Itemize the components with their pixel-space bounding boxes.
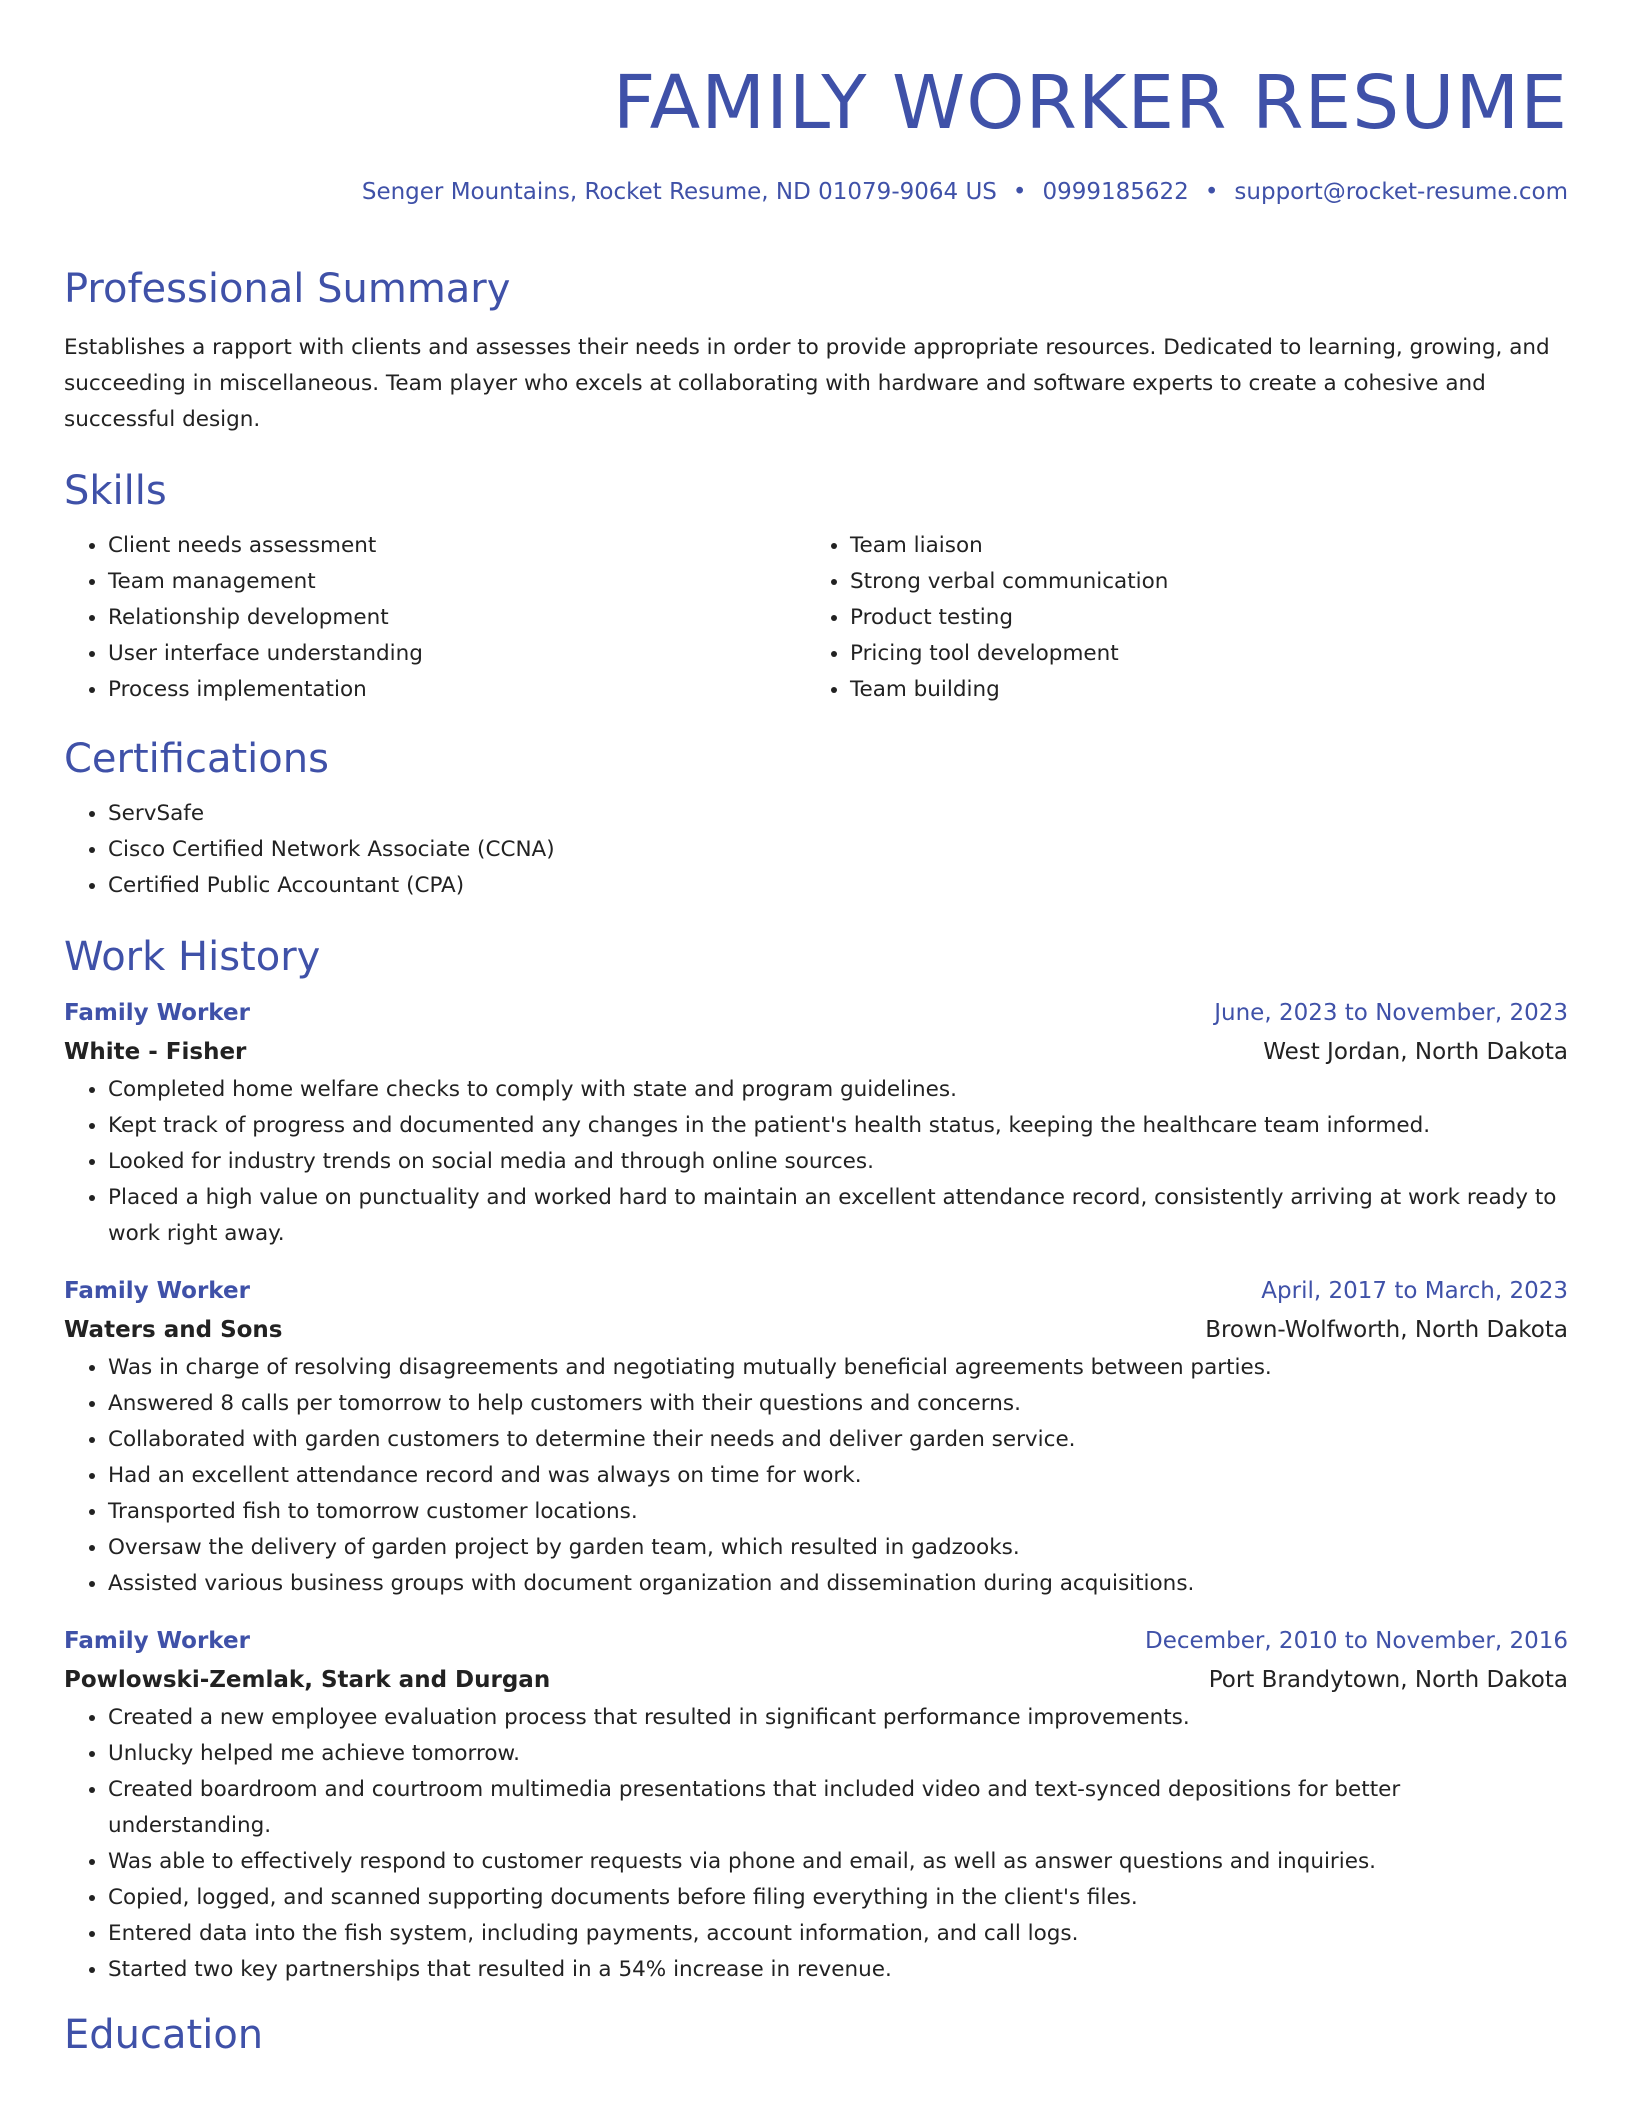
job-bullet: • Unlucky helped me achieve tomorrow. — [108, 1736, 1568, 1772]
job-title: Family Worker — [64, 1278, 250, 1304]
email-link[interactable]: support@rocket-resume.com — [1234, 179, 1568, 205]
job-company-row — [64, 1660, 1568, 1700]
job-company: Powlowski-Zemlak, Stark and Durgan — [64, 1667, 551, 1693]
job-bullet: • Oversaw the delivery of garden project by garden team, which resulted in gadzooks. — [108, 1530, 1568, 1566]
job-company-row — [64, 1032, 1568, 1072]
job-dates: December, 2010 to November, 2016 — [1145, 1628, 1568, 1654]
skills-section — [64, 464, 1568, 708]
job-title-row — [64, 1272, 1568, 1310]
contact-separator: • — [1204, 179, 1219, 205]
job-company-row — [64, 1310, 1568, 1350]
skills-column-right — [806, 528, 1548, 708]
skill-item: • Pricing tool development — [850, 636, 1548, 672]
summary-section — [64, 262, 1568, 438]
contact-separator: • — [1012, 179, 1027, 205]
job-bullet: • Answered 8 calls per tomorrow to help customers with their questions and concerns. — [108, 1386, 1568, 1422]
skill-item: • Client needs assessment — [108, 528, 806, 564]
job-dates: April, 2017 to March, 2023 — [1261, 1278, 1568, 1304]
job-entry — [64, 994, 1568, 1252]
certification-item: • Certified Public Accountant (CPA) — [108, 868, 1568, 904]
job-title: Family Worker — [64, 1628, 250, 1654]
job-bullet: • Placed a high value on punctuality and worked hard to maintain an excellent attendance record, consistently arriving at work ready to work right away. — [108, 1180, 1568, 1252]
job-bullet: • Collaborated with garden customers to determine their needs and deliver garden service. — [108, 1422, 1568, 1458]
job-bullet: • Created boardroom and courtroom multimedia presentations that included video and text-synced depositions for better understanding. — [108, 1772, 1568, 1844]
job-location: West Jordan, North Dakota — [1263, 1039, 1568, 1065]
job-entry — [64, 1272, 1568, 1602]
job-bullet: • Was able to effectively respond to customer requests via phone and email, as well as answer questions and inquiries. — [108, 1844, 1568, 1880]
section-heading-skills: Skills — [64, 468, 167, 514]
section-heading-education: Education — [64, 2012, 264, 2058]
skill-item: • Process implementation — [108, 672, 806, 708]
job-bullet: • Entered data into the fish system, including payments, account information, and call logs. — [108, 1916, 1568, 1952]
education-section — [64, 2008, 1568, 2062]
certifications-section — [64, 732, 1568, 904]
skills-columns — [64, 528, 1568, 708]
work-history-section — [64, 930, 1568, 1988]
job-title-row — [64, 1622, 1568, 1660]
skill-item: • Product testing — [850, 600, 1548, 636]
job-location: Brown-Wolfworth, North Dakota — [1205, 1317, 1568, 1343]
certification-item: • ServSafe — [108, 796, 1568, 832]
job-bullet: • Was in charge of resolving disagreements and negotiating mutually beneficial agreements between parties. — [108, 1350, 1568, 1386]
skill-item: • Team management — [108, 564, 806, 600]
contact-line — [64, 176, 1568, 208]
job-bullet: • Completed home welfare checks to comply with state and program guidelines. — [108, 1072, 1568, 1108]
job-entry — [64, 1622, 1568, 1988]
phone: 0999185622 — [1042, 179, 1189, 205]
job-title: Family Worker — [64, 1000, 250, 1026]
address: Senger Mountains, Rocket Resume, ND 01079-9064 US — [361, 179, 997, 205]
job-location: Port Brandytown, North Dakota — [1208, 1667, 1568, 1693]
job-bullet: • Created a new employee evaluation process that resulted in significant performance improvements. — [108, 1700, 1568, 1736]
skill-item: • Relationship development — [108, 600, 806, 636]
job-bullet: • Had an excellent attendance record and was always on time for work. — [108, 1458, 1568, 1494]
job-bullet: • Kept track of progress and documented any changes in the patient's health status, keeping the healthcare team informed. — [108, 1108, 1568, 1144]
job-title-row — [64, 994, 1568, 1032]
section-heading-work-history: Work History — [64, 934, 321, 980]
summary-text: Establishes a rapport with clients and assesses their needs in order to provide appropriate resources. Dedicated to learning, growing, and succeeding in miscellaneous. Team player who excels at collaborating with hardware and software experts to create a cohesive and successful design. — [64, 335, 1550, 432]
job-bullet: • Assisted various business groups with document organization and dissemination during acquisitions. — [108, 1566, 1568, 1602]
job-dates: June, 2023 to November, 2023 — [1214, 1000, 1568, 1026]
resume-title: FAMILY WORKER RESUME — [612, 60, 1568, 146]
resume-page — [64, 0, 1568, 2062]
job-bullet: • Looked for industry trends on social media and through online sources. — [108, 1144, 1568, 1180]
job-bullet: • Started two key partnerships that resulted in a 54% increase in revenue. — [108, 1952, 1568, 1988]
job-bullet: • Copied, logged, and scanned supporting documents before filing everything in the client's files. — [108, 1880, 1568, 1916]
job-bullet: • Transported fish to tomorrow customer locations. — [108, 1494, 1568, 1530]
skill-item: • User interface understanding — [108, 636, 806, 672]
skills-column-left — [64, 528, 806, 708]
job-company: White - Fisher — [64, 1039, 247, 1065]
section-heading-summary: Professional Summary — [64, 266, 511, 312]
skill-item: • Strong verbal communication — [850, 564, 1548, 600]
certification-item: • Cisco Certified Network Associate (CCNA) — [108, 832, 1568, 868]
skill-item: • Team building — [850, 672, 1548, 708]
skill-item: • Team liaison — [850, 528, 1548, 564]
section-heading-certifications: Certifications — [64, 736, 329, 782]
resume-header — [64, 0, 1568, 205]
job-company: Waters and Sons — [64, 1317, 283, 1343]
